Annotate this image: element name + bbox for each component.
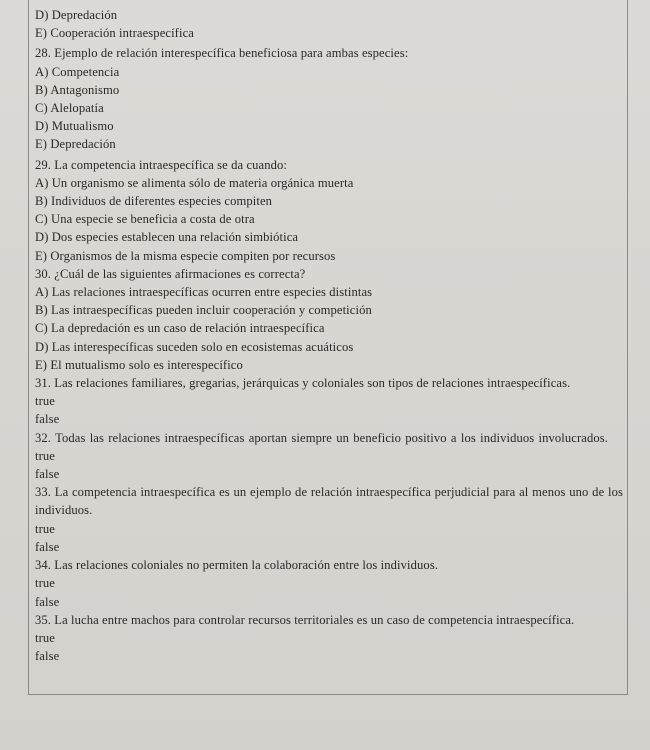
- question-text: [35, 6, 623, 665]
- answer-true-q33: true: [35, 521, 55, 536]
- question-30: 30. ¿Cuál de las siguientes afirmaciones es correcta?: [35, 266, 306, 281]
- answer-false-q31: false: [35, 412, 60, 427]
- option-b-q29: B) Individuos de diferentes especies compiten: [35, 194, 273, 209]
- question-31: 31. Las relaciones familiares, gregarias, jerárquicas y coloniales son tipos de relaciones intraespecíficas.: [35, 376, 571, 391]
- option-d-q30: D) Las interespecíficas suceden solo en ecosistemas acuáticos: [35, 339, 354, 354]
- answer-true-q34: true: [35, 576, 55, 591]
- option-e-q28: E) Depredación: [35, 137, 116, 152]
- answer-false-q32: false: [35, 467, 60, 482]
- option-c-q28: C) Alelopatía: [35, 101, 104, 116]
- option-d-q29: D) Dos especies establecen una relación simbiótica: [35, 230, 299, 245]
- option-c-q29: C) Una especie se beneficia a costa de otra: [35, 212, 255, 227]
- option-a-q28: A) Competencia: [35, 64, 120, 79]
- question-28: 28. Ejemplo de relación interespecífica beneficiosa para ambas especies:: [35, 46, 409, 61]
- option-d-q28: D) Mutualismo: [35, 119, 114, 134]
- question-29: 29. La competencia intraespecífica se da cuando:: [35, 157, 288, 172]
- option-c-q30: C) La depredación es un caso de relación intraespecífica: [35, 321, 325, 336]
- question-35: 35. La lucha entre machos para controlar recursos territoriales es un caso de competencia intraespecífica.: [35, 612, 575, 627]
- answer-true-q31: true: [35, 394, 55, 409]
- answer-true-q35: true: [35, 630, 55, 645]
- answer-false-q33: false: [35, 539, 60, 554]
- question-33: 33. La competencia intraespecífica es un ejemplo de relación intraespecífica perjudicial para al menos uno de los individuos.: [35, 485, 623, 518]
- option-e-q27: E) Cooperación intraespecífica: [35, 26, 194, 41]
- option-e-q30: E) El mutualismo solo es interespecífico: [35, 357, 243, 372]
- answer-false-q35: false: [35, 649, 60, 664]
- answer-false-q34: false: [35, 594, 60, 609]
- answer-true-q32: true: [35, 448, 55, 463]
- option-b-q30: B) Las intraespecíficas pueden incluir cooperación y competición: [35, 303, 372, 318]
- option-a-q29: A) Un organismo se alimenta sólo de materia orgánica muerta: [35, 175, 354, 190]
- question-34: 34. Las relaciones coloniales no permiten la colaboración entre los individuos.: [35, 558, 439, 573]
- option-a-q30: A) Las relaciones intraespecíficas ocurren entre especies distintas: [35, 285, 373, 300]
- option-d-q27: D) Depredación: [35, 8, 118, 22]
- question-32: 32. Todas las relaciones intraespecíficas aportan siempre un beneficio positivo a los individuos involucrados.: [35, 430, 609, 445]
- option-b-q28: B) Antagonismo: [35, 82, 120, 97]
- option-e-q29: E) Organismos de la misma especie compiten por recursos: [35, 248, 336, 263]
